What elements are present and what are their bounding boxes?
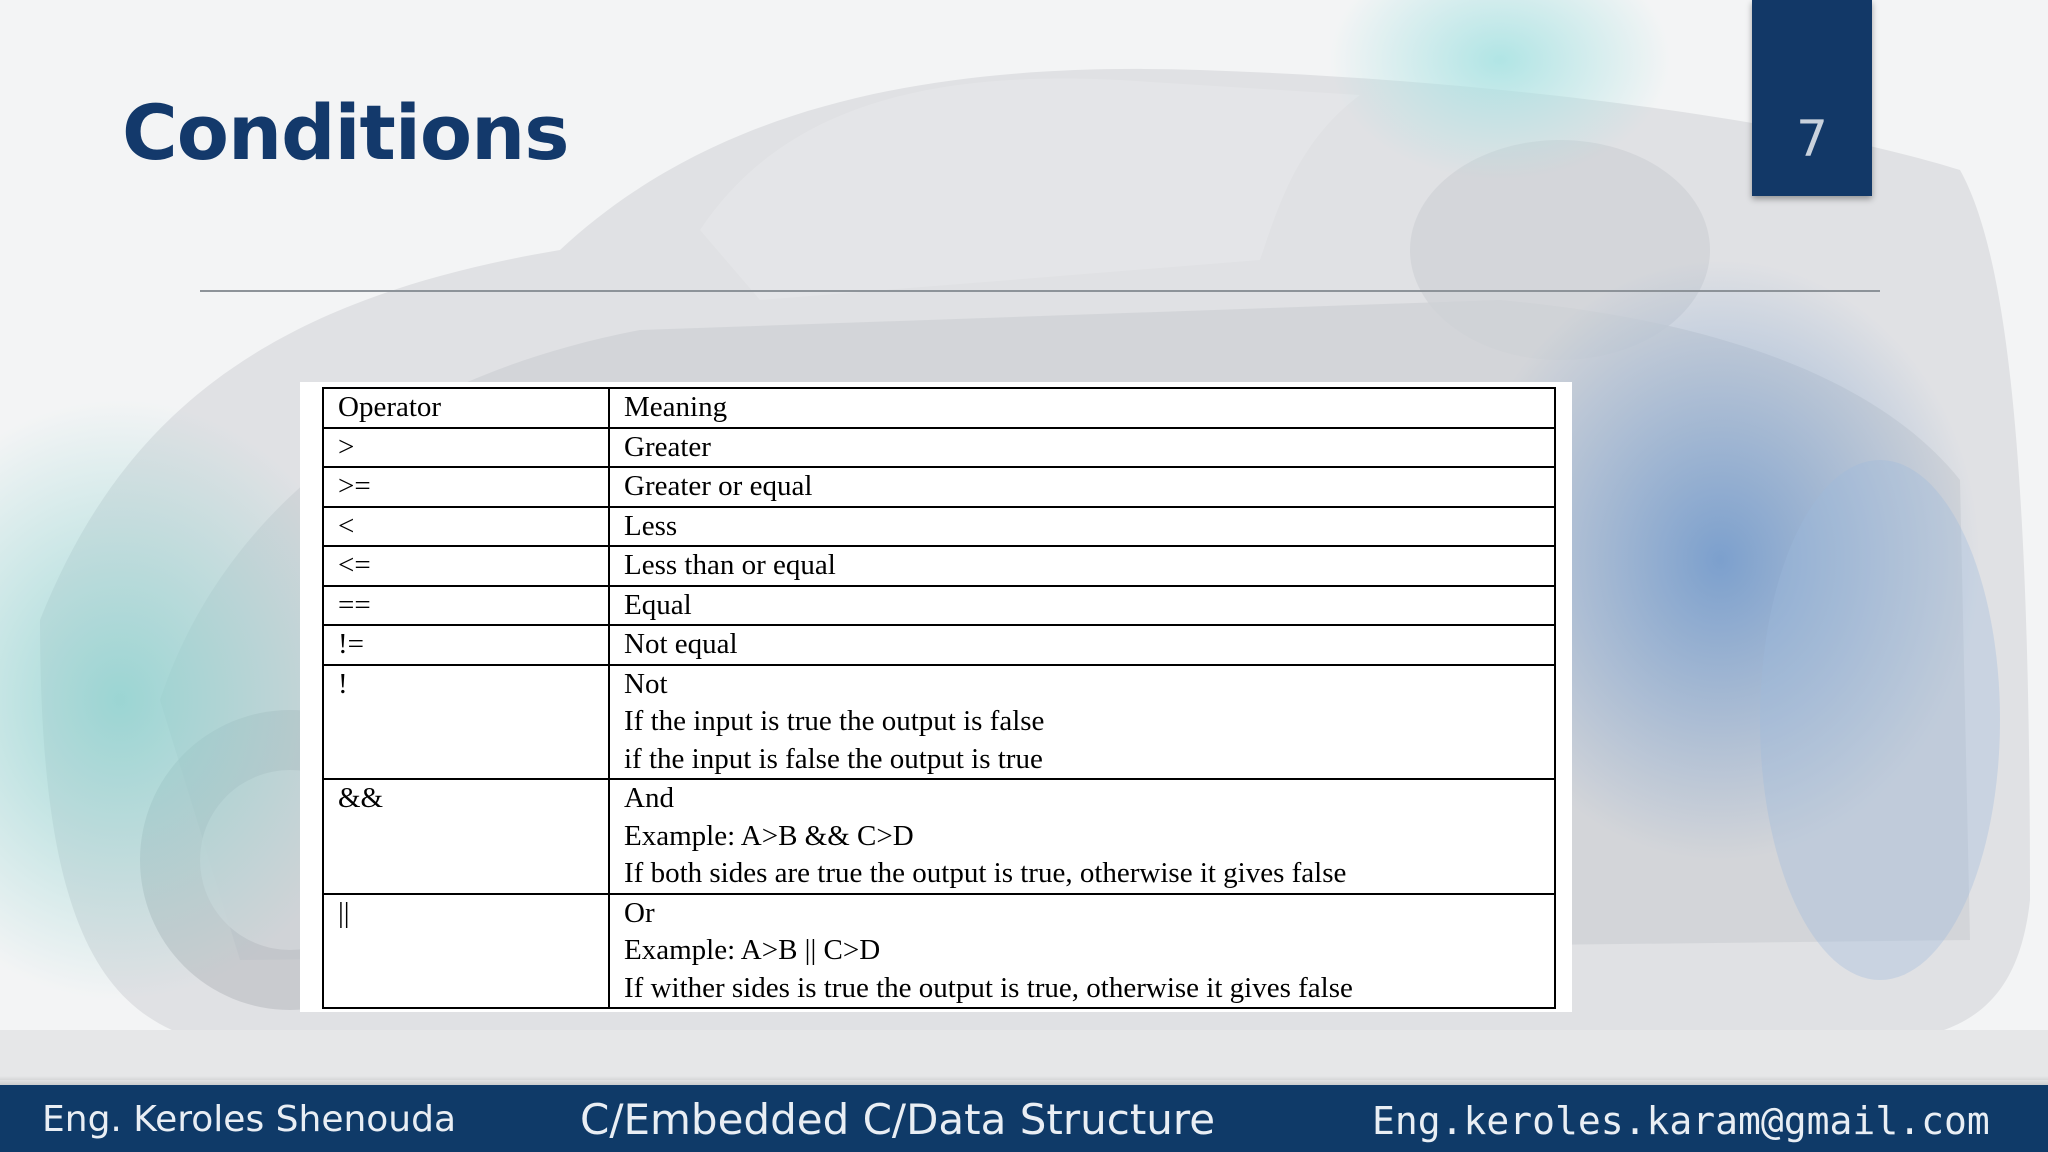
footer-bar [0,1085,2048,1152]
title-divider [200,290,1880,292]
meaning-cell [609,894,1555,1009]
footer-course: C/Embedded C/Data Structure [580,1095,1216,1144]
table-row [323,467,1555,507]
meaning-line: If wither sides is true the output is true, otherwise it gives false [624,971,1353,1004]
meaning-cell [609,586,1555,626]
meaning-line: If the input is true the output is false [624,705,1045,737]
operators-table [322,387,1556,1009]
operators-table-panel [300,382,1572,1012]
meaning-cell [609,428,1555,468]
footer-email: Eng.keroles.karam@gmail.com [1372,1099,1990,1143]
meaning-line: Less [624,509,678,542]
meaning-line: And [624,782,674,814]
header-cell-meaning [609,388,1555,428]
page-number-tab [1752,0,1872,196]
meaning-line: Example: A>B || C>D [624,934,881,966]
operator-cell: != [323,625,609,665]
meaning-line: Meaning [624,391,728,423]
operator-cell: && [323,779,609,894]
table-row [323,428,1555,468]
table-row [323,586,1555,626]
meaning-line: If both sides are true the output is true, otherwise it gives false [624,857,1347,889]
operator-cell: <= [323,546,609,586]
slide-title: Conditions [122,88,569,177]
table-row [323,779,1555,894]
table-row [323,546,1555,586]
meaning-cell [609,625,1555,665]
operator-cell: < [323,507,609,547]
table-row [323,625,1555,665]
operator-cell: > [323,428,609,468]
table-row [323,665,1555,780]
table-row [323,894,1555,1009]
meaning-cell [609,467,1555,507]
operator-cell: == [323,586,609,626]
meaning-cell [609,507,1555,547]
page-number: 7 [1796,110,1828,168]
meaning-line: if the input is false the output is true [624,742,1043,775]
meaning-line: Less than or equal [624,549,836,581]
meaning-cell [609,779,1555,894]
meaning-line: Or [624,896,655,929]
meaning-cell [609,546,1555,586]
meaning-line: Example: A>B && C>D [624,819,914,852]
table-row [323,507,1555,547]
operators-table-body [323,388,1555,1008]
meaning-line: Greater [624,430,711,463]
meaning-line: Greater or equal [624,470,813,502]
meaning-line: Equal [624,588,692,621]
meaning-cell [609,665,1555,780]
operator-cell: >= [323,467,609,507]
table-header-row [323,388,1555,428]
meaning-line: Not [624,667,668,700]
operator-cell: || [323,894,609,1009]
header-cell-operator: Operator [323,388,609,428]
operator-cell: ! [323,665,609,780]
footer-author: Eng. Keroles Shenouda [42,1099,457,1140]
meaning-line: Not equal [624,628,738,660]
